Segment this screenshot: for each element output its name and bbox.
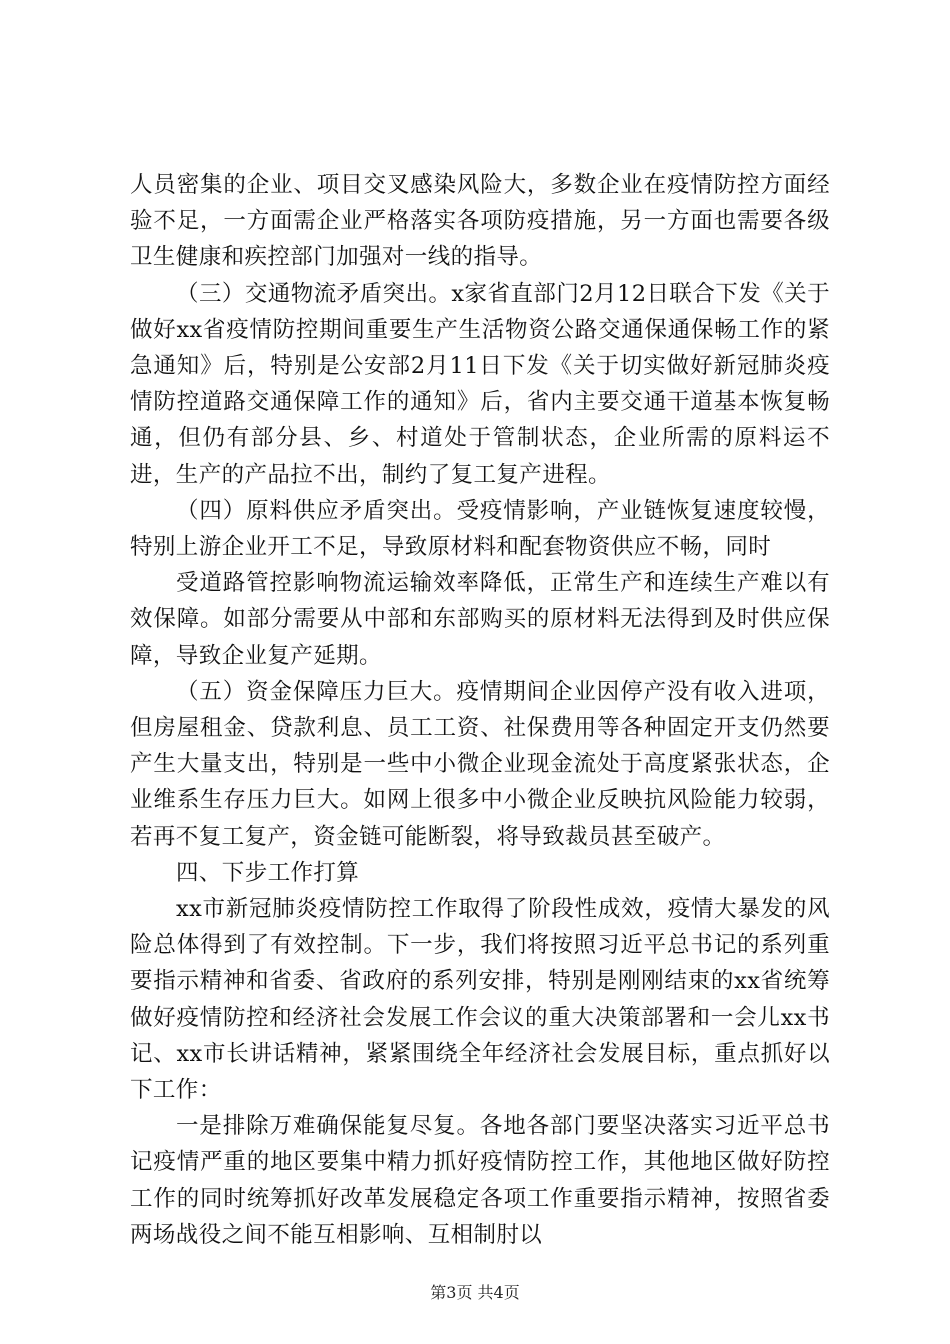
paragraph-resume-work: 一是排除万难确保能复尽复。各地各部门要坚决落实习近平总书记疫情严重的地区要集中精力抓好疫情防控工作，其他地区做好防控工作的同时统筹抓好改革发展稳定各项工作重要指示精神，按照省委两场战役之间不能互相影响、互相制肘以 xyxy=(130,1113,830,1248)
paragraph-traffic-logistics: （三）交通物流矛盾突出。x家省直部门2月12日联合下发《关于做好xx省疫情防控期间重要生产生活物资公路交通保通保畅工作的紧急通知》后，特别是公安部2月11日下发《关于切实做好新冠肺炎疫情防控道路交通保障工作的通知》后，省内主要交通干道基本恢复畅通，但仍有部分县、乡、村道处于管制状态，企业所需的原料运不进，生产的产品拉不出，制约了复工复产进程。 xyxy=(130,280,830,488)
document-body xyxy=(130,167,830,1253)
page-number-footer: 第3页 共4页 xyxy=(430,1283,520,1302)
section-heading-next-steps: 四、下步工作打算 xyxy=(176,859,360,886)
paragraph-funding-pressure: （五）资金保障压力巨大。疫情期间企业因停产没有收入进项，但房屋租金、贷款利息、员工工资、社保费用等各种固定开支仍然要产生大量支出，特别是一些中小微企业现金流处于高度紧张状态，企业维系生存压力巨大。如网上很多中小微企业反映抗风险能力较弱，若再不复工复产，资金链可能断裂，将导致裁员甚至破产。 xyxy=(130,678,830,850)
paragraph-raw-material-supply: （四）原料供应矛盾突出。受疫情影响，产业链恢复速度较慢，特别上游企业开工不足，导致原材料和配套物资供应不畅，同时 xyxy=(130,497,830,561)
paragraph-road-control: 受道路管控影响物流运输效率降低，正常生产和连续生产难以有效保障。如部分需要从中部和东部购买的原材料无法得到及时供应保障，导致企业复产延期。 xyxy=(130,570,830,669)
paragraph-next-steps-intro: xx市新冠肺炎疫情防控工作取得了阶段性成效，疫情大暴发的风险总体得到了有效控制。下一步，我们将按照习近平总书记的系列重要指示精神和省委、省政府的系列安排，特别是刚刚结束的xx省统筹做好疫情防控和经济社会发展工作会议的重大决策部署和一会儿xx书记、xx市长讲话精神，紧紧围绕全年经济社会发展目标，重点抓好以下工作： xyxy=(130,896,830,1104)
paragraph-continuation: 人员密集的企业、项目交叉感染风险大，多数企业在疫情防控方面经验不足，一方面需企业严格落实各项防疫措施，另一方面也需要各级卫生健康和疾控部门加强对一线的指导。 xyxy=(130,172,830,271)
